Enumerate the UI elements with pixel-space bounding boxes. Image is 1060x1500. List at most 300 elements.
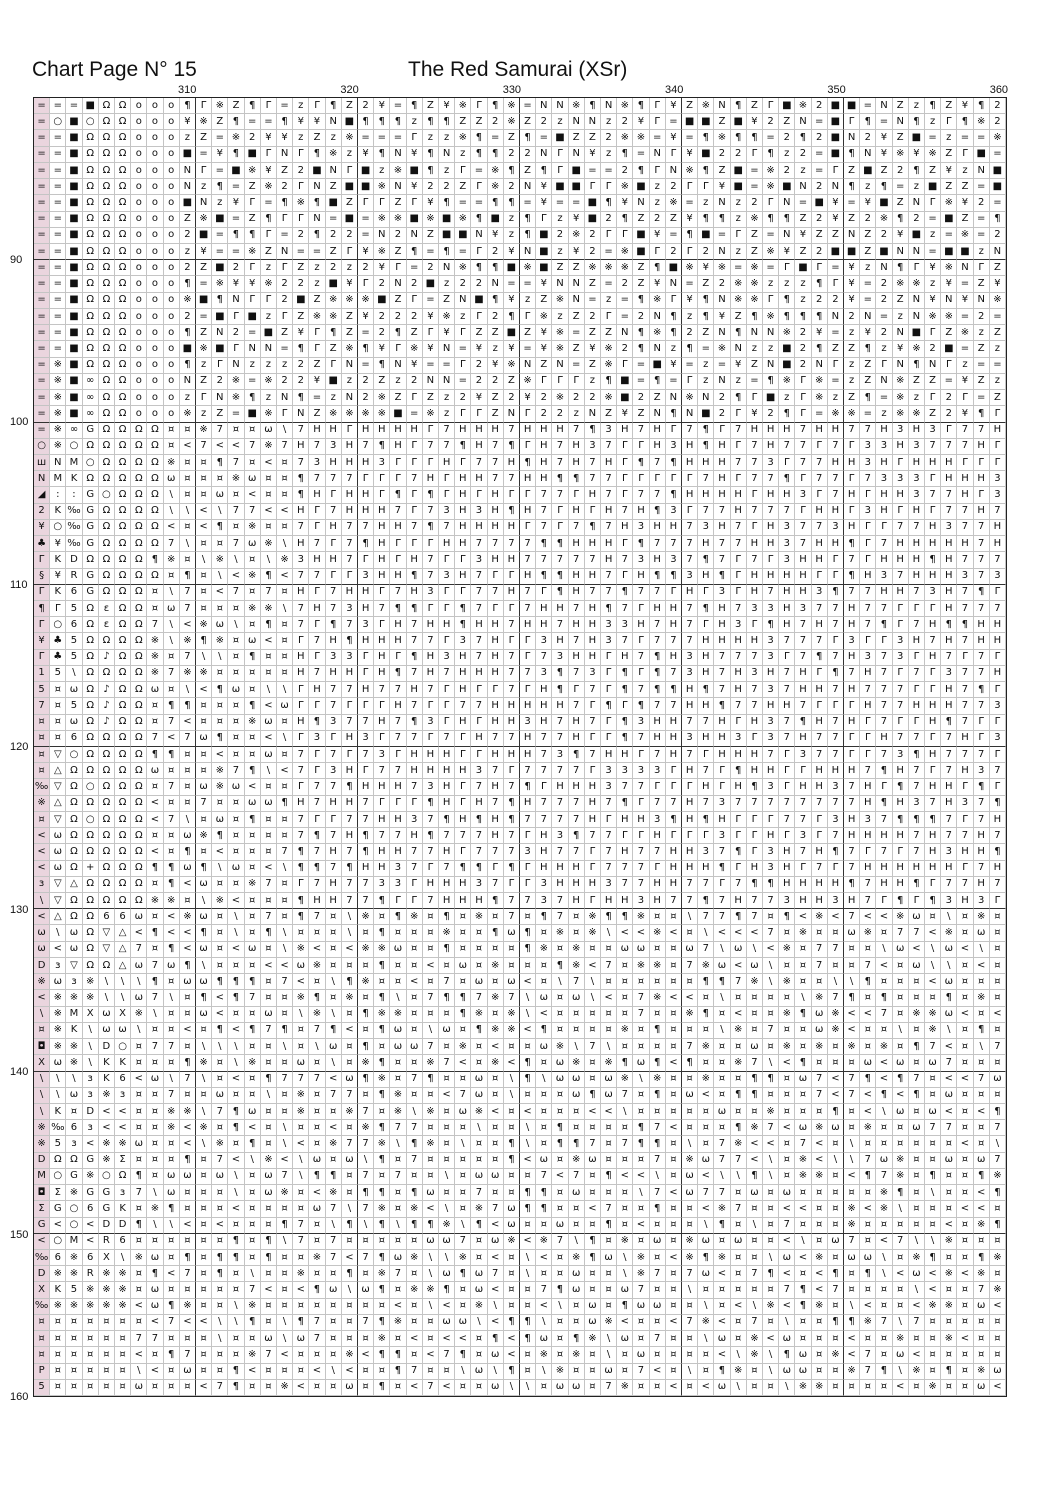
stitch-cell: z xyxy=(763,341,779,357)
stitch-cell: 7 xyxy=(682,958,698,974)
stitch-cell: ¶ xyxy=(374,358,390,374)
stitch-cell: H xyxy=(876,455,892,471)
stitch-cell: z xyxy=(990,374,1006,390)
stitch-cell: < xyxy=(520,974,536,990)
stitch-cell: ■ xyxy=(66,179,82,195)
stitch-cell: Ω xyxy=(83,877,99,893)
stitch-cell: Ω xyxy=(83,195,99,211)
stitch-cell: Ω xyxy=(83,293,99,309)
stitch-cell: 7 xyxy=(860,471,876,487)
stitch-cell: Z xyxy=(180,212,196,228)
stitch-cell: ¶ xyxy=(893,260,909,276)
stitch-cell: H xyxy=(471,617,487,633)
stitch-cell: 7 xyxy=(812,601,828,617)
stitch-cell: 2 xyxy=(358,374,374,390)
stitch-cell: < xyxy=(860,909,876,925)
stitch-cell: 7 xyxy=(682,633,698,649)
stitch-cell: ¤ xyxy=(147,828,163,844)
stitch-cell: ¤ xyxy=(925,1315,941,1331)
stitch-cell: ※ xyxy=(212,633,228,649)
stitch-cell: ※ xyxy=(585,925,601,941)
stitch-cell: ▽ xyxy=(50,747,66,763)
stitch-cell: ¤ xyxy=(585,1072,601,1088)
stitch-cell: 7 xyxy=(909,731,925,747)
stitch-cell: Γ xyxy=(407,893,423,909)
stitch-cell: Γ xyxy=(990,747,1006,763)
stitch-cell: 7 xyxy=(682,893,698,909)
stitch-cell: = xyxy=(941,228,957,244)
stitch-cell: ¶ xyxy=(909,877,925,893)
stitch-cell: ¥ xyxy=(990,276,1006,292)
stitch-cell: ω xyxy=(147,682,163,698)
stitch-cell: 3 xyxy=(714,828,730,844)
stitch-cell: ¤ xyxy=(666,1039,682,1055)
stitch-cell: ※ xyxy=(909,1250,925,1266)
stitch-cell: ¤ xyxy=(423,1088,439,1104)
stitch-cell: Γ xyxy=(358,195,374,211)
stitch-cell: Γ xyxy=(374,195,390,211)
stitch-cell: 7 xyxy=(974,1072,990,1088)
stitch-cell: H xyxy=(974,617,990,633)
stitch-cell: 7 xyxy=(585,552,601,568)
stitch-cell: ω xyxy=(261,715,277,731)
stitch-cell: ▽ xyxy=(50,877,66,893)
stitch-cell: ω xyxy=(617,1331,633,1347)
stitch-cell: ¤ xyxy=(277,893,293,909)
stitch-cell: ¶ xyxy=(293,341,309,357)
stitch-cell: < xyxy=(99,1120,115,1136)
stitch-cell: = xyxy=(390,98,406,114)
stitch-cell: 7 xyxy=(504,471,520,487)
stitch-cell: H xyxy=(374,666,390,682)
stitch-cell: H xyxy=(682,439,698,455)
stitch-cell: ¶ xyxy=(585,1088,601,1104)
stitch-cell: 7 xyxy=(650,1185,666,1201)
stitch-cell: < xyxy=(164,731,180,747)
stitch-cell: ■ xyxy=(66,244,82,260)
stitch-cell: 7 xyxy=(844,1234,860,1250)
stitch-cell: 7 xyxy=(569,698,585,714)
stitch-cell: z xyxy=(552,309,568,325)
stitch-cell: Γ xyxy=(455,358,471,374)
stitch-cell: \ xyxy=(536,1072,552,1088)
stitch-cell: ¤ xyxy=(552,1250,568,1266)
stitch-cell: \ xyxy=(552,974,568,990)
stitch-cell: ¶ xyxy=(812,276,828,292)
stitch-cell: ¤ xyxy=(601,1282,617,1298)
stitch-cell: H xyxy=(763,520,779,536)
stitch-cell: ¥ xyxy=(374,341,390,357)
stitch-cell: Γ xyxy=(990,650,1006,666)
stitch-cell: 2 xyxy=(941,390,957,406)
stitch-cell: 2 xyxy=(666,244,682,260)
stitch-cell: N xyxy=(569,114,585,130)
stitch-cell: 7 xyxy=(326,1088,342,1104)
stitch-cell: = xyxy=(407,406,423,422)
stitch-cell: = xyxy=(601,244,617,260)
stitch-cell: Ω xyxy=(83,244,99,260)
stitch-cell: ¤ xyxy=(925,1218,941,1234)
stitch-cell: ■ xyxy=(212,260,228,276)
stitch-cell: 2 xyxy=(569,390,585,406)
stitch-cell: Z xyxy=(974,374,990,390)
stitch-cell: Ω xyxy=(99,374,115,390)
stitch-cell: ¤ xyxy=(682,1299,698,1315)
stitch-cell: Γ xyxy=(520,861,536,877)
stitch-cell: 7 xyxy=(844,1072,860,1088)
stitch-cell: H xyxy=(666,520,682,536)
stitch-cell: Z xyxy=(860,228,876,244)
stitch-cell: \ xyxy=(212,504,228,520)
stitch-cell: z xyxy=(731,195,747,211)
stitch-cell: H xyxy=(585,877,601,893)
stitch-cell: < xyxy=(261,504,277,520)
stitch-cell: ¤ xyxy=(261,487,277,503)
stitch-cell: 7 xyxy=(763,747,779,763)
stitch-cell: Γ xyxy=(828,552,844,568)
stitch-cell: = xyxy=(455,374,471,390)
stitch-cell: 7 xyxy=(423,812,439,828)
stitch-cell: ※ xyxy=(407,341,423,357)
stitch-cell: ¶ xyxy=(374,1185,390,1201)
stitch-cell: ¤ xyxy=(439,1136,455,1152)
stitch-cell: Ω xyxy=(66,861,82,877)
stitch-cell: Γ xyxy=(601,309,617,325)
stitch-cell: 2 xyxy=(941,406,957,422)
stitch-cell: Γ xyxy=(520,439,536,455)
cross-stitch-chart-grid xyxy=(33,97,1007,1397)
stitch-cell: ¤ xyxy=(536,1266,552,1282)
stitch-cell: Γ xyxy=(309,763,325,779)
stitch-cell: Γ xyxy=(471,682,487,698)
stitch-cell: = xyxy=(34,130,50,146)
stitch-cell: ※ xyxy=(50,1007,66,1023)
stitch-cell: ω xyxy=(228,682,244,698)
stitch-cell: Γ xyxy=(455,779,471,795)
stitch-cell: 3 xyxy=(698,844,714,860)
stitch-cell: Γ xyxy=(682,374,698,390)
stitch-cell: Γ xyxy=(666,471,682,487)
stitch-cell: H xyxy=(617,893,633,909)
stitch-cell: ω xyxy=(34,925,50,941)
stitch-cell: ¶ xyxy=(390,601,406,617)
stitch-cell: ω xyxy=(390,1023,406,1039)
stitch-cell: H xyxy=(358,601,374,617)
stitch-cell: = xyxy=(747,179,763,195)
stitch-cell: ¤ xyxy=(860,1185,876,1201)
stitch-cell: H xyxy=(893,796,909,812)
stitch-cell: ¶ xyxy=(196,990,212,1006)
stitch-cell: 7 xyxy=(504,828,520,844)
stitch-cell: H xyxy=(358,779,374,795)
stitch-cell: Γ xyxy=(504,487,520,503)
stitch-cell: < xyxy=(633,1218,649,1234)
stitch-cell: ¶ xyxy=(455,439,471,455)
stitch-cell: ¤ xyxy=(439,1185,455,1201)
stitch-cell: 7 xyxy=(228,504,244,520)
stitch-cell: = xyxy=(245,114,261,130)
stitch-cell: ¤ xyxy=(763,1234,779,1250)
stitch-cell: 7 xyxy=(358,439,374,455)
stitch-cell: H xyxy=(342,439,358,455)
stitch-cell: H xyxy=(536,861,552,877)
stitch-cell: < xyxy=(731,1299,747,1315)
stitch-cell: ¶ xyxy=(164,1299,180,1315)
stitch-cell: Γ xyxy=(909,260,925,276)
stitch-cell: ω xyxy=(714,958,730,974)
stitch-cell: ¤ xyxy=(682,1347,698,1363)
stitch-cell: \ xyxy=(277,1120,293,1136)
stitch-cell: ¤ xyxy=(957,1299,973,1315)
stitch-cell: 7 xyxy=(974,747,990,763)
stitch-cell: ※ xyxy=(633,958,649,974)
stitch-cell: 7 xyxy=(228,536,244,552)
stitch-cell: ω xyxy=(844,1250,860,1266)
stitch-cell: < xyxy=(941,1072,957,1088)
stitch-cell: ¤ xyxy=(439,1104,455,1120)
stitch-cell: Γ xyxy=(261,147,277,163)
stitch-cell: ※ xyxy=(34,1120,50,1136)
stitch-cell: \ xyxy=(439,1201,455,1217)
stitch-cell: ■ xyxy=(66,341,82,357)
stitch-cell: H xyxy=(844,715,860,731)
stitch-cell: Γ xyxy=(666,763,682,779)
stitch-cell: ω xyxy=(876,1153,892,1169)
stitch-cell: 7 xyxy=(763,504,779,520)
stitch-cell: ¶ xyxy=(925,812,941,828)
stitch-cell: 3 xyxy=(909,796,925,812)
stitch-cell: ¶ xyxy=(407,1185,423,1201)
stitch-cell: H xyxy=(569,439,585,455)
stitch-cell: \ xyxy=(488,1364,504,1380)
stitch-cell: H xyxy=(488,617,504,633)
stitch-cell: z xyxy=(455,309,471,325)
stitch-cell: ■ xyxy=(779,358,795,374)
stitch-cell: ¤ xyxy=(83,1315,99,1331)
stitch-cell: 3 xyxy=(374,747,390,763)
stitch-cell: z xyxy=(180,130,196,146)
stitch-cell: ※ xyxy=(212,893,228,909)
stitch-cell: ※ xyxy=(390,1315,406,1331)
stitch-cell: \ xyxy=(212,1331,228,1347)
stitch-cell: ¶ xyxy=(423,1072,439,1088)
stitch-cell: ※ xyxy=(261,439,277,455)
stitch-cell: = xyxy=(50,325,66,341)
stitch-cell: Γ xyxy=(812,569,828,585)
stitch-cell: ¤ xyxy=(34,715,50,731)
stitch-cell: ¤ xyxy=(504,1250,520,1266)
stitch-cell: ¤ xyxy=(990,958,1006,974)
stitch-cell: ¤ xyxy=(650,1250,666,1266)
stitch-cell: \ xyxy=(633,1072,649,1088)
stitch-cell: 7 xyxy=(941,731,957,747)
stitch-cell: z xyxy=(293,130,309,146)
stitch-cell: ¤ xyxy=(974,1331,990,1347)
stitch-cell: ¤ xyxy=(779,1104,795,1120)
stitch-cell: ※ xyxy=(66,1039,82,1055)
stitch-cell: \ xyxy=(164,617,180,633)
stitch-cell: ¶ xyxy=(293,1315,309,1331)
stitch-cell: Γ xyxy=(439,552,455,568)
stitch-cell: N xyxy=(536,98,552,114)
stitch-cell: < xyxy=(293,974,309,990)
stitch-cell: 7 xyxy=(131,942,147,958)
stitch-cell: Γ xyxy=(471,715,487,731)
stitch-cell: ¤ xyxy=(714,1007,730,1023)
stitch-cell: Z xyxy=(504,130,520,146)
stitch-cell: z xyxy=(439,130,455,146)
stitch-cell: < xyxy=(261,455,277,471)
stitch-cell: Γ xyxy=(439,633,455,649)
stitch-cell: ¤ xyxy=(34,1023,50,1039)
stitch-cell: ※ xyxy=(342,1347,358,1363)
stitch-cell: < xyxy=(196,682,212,698)
stitch-cell: 7 xyxy=(342,520,358,536)
stitch-cell: Γ xyxy=(407,796,423,812)
stitch-cell: ■ xyxy=(569,163,585,179)
stitch-cell: Ω xyxy=(115,212,131,228)
stitch-cell: < xyxy=(860,1104,876,1120)
stitch-cell: Ω xyxy=(115,796,131,812)
stitch-cell: 7 xyxy=(633,1364,649,1380)
stitch-cell: ※ xyxy=(909,341,925,357)
stitch-cell: ¤ xyxy=(585,1169,601,1185)
stitch-cell: 7 xyxy=(957,666,973,682)
stitch-cell: < xyxy=(779,1299,795,1315)
stitch-cell: ※ xyxy=(747,1120,763,1136)
stitch-cell: ※ xyxy=(941,309,957,325)
stitch-cell: Z xyxy=(196,325,212,341)
stitch-cell: ¤ xyxy=(293,1347,309,1363)
stitch-cell: ¤ xyxy=(585,1218,601,1234)
stitch-cell: ¤ xyxy=(714,1088,730,1104)
stitch-cell: Γ xyxy=(763,98,779,114)
stitch-cell: ¤ xyxy=(147,585,163,601)
stitch-cell: ※ xyxy=(309,1250,325,1266)
stitch-cell: ※ xyxy=(374,244,390,260)
stitch-cell: ※ xyxy=(974,1364,990,1380)
stitch-cell: ¤ xyxy=(585,1282,601,1298)
stitch-cell: Ω xyxy=(115,828,131,844)
stitch-cell: ¤ xyxy=(309,1104,325,1120)
stitch-cell: ※ xyxy=(309,309,325,325)
stitch-cell: Z xyxy=(374,374,390,390)
stitch-cell: ¤ xyxy=(552,1266,568,1282)
stitch-cell: Z xyxy=(196,260,212,276)
stitch-cell: ¤ xyxy=(666,1007,682,1023)
stitch-cell: \ xyxy=(795,1234,811,1250)
stitch-cell: Ω xyxy=(83,130,99,146)
stitch-cell: ω xyxy=(455,958,471,974)
stitch-cell: \ xyxy=(617,1104,633,1120)
stitch-cell: ω xyxy=(488,1169,504,1185)
stitch-cell: ¤ xyxy=(164,1007,180,1023)
stitch-cell: ※ xyxy=(763,1104,779,1120)
stitch-cell: H xyxy=(488,828,504,844)
stitch-cell: ¤ xyxy=(277,1007,293,1023)
stitch-cell: 2 xyxy=(407,309,423,325)
stitch-cell: Γ xyxy=(731,406,747,422)
stitch-cell: 2 xyxy=(714,390,730,406)
stitch-cell: ※ xyxy=(941,1234,957,1250)
stitch-cell: ¤ xyxy=(245,1088,261,1104)
stitch-cell: ※ xyxy=(844,1218,860,1234)
stitch-cell: Γ xyxy=(520,877,536,893)
stitch-cell: 7 xyxy=(941,487,957,503)
stitch-cell: N xyxy=(714,98,730,114)
stitch-cell: \ xyxy=(164,1072,180,1088)
stitch-cell: ¤ xyxy=(245,909,261,925)
stitch-cell: ¶ xyxy=(974,682,990,698)
stitch-cell: ¥ xyxy=(212,147,228,163)
stitch-cell: H xyxy=(893,828,909,844)
stitch-cell: ※ xyxy=(552,1039,568,1055)
stitch-cell: ¶ xyxy=(925,1250,941,1266)
stitch-cell: ¤ xyxy=(196,487,212,503)
stitch-cell: ¶ xyxy=(617,666,633,682)
stitch-cell: ¶ xyxy=(293,471,309,487)
stitch-cell: H xyxy=(439,779,455,795)
stitch-cell: z xyxy=(407,114,423,130)
stitch-cell: H xyxy=(342,585,358,601)
stitch-cell: \ xyxy=(893,1201,909,1217)
stitch-cell: H xyxy=(520,617,536,633)
stitch-cell: : xyxy=(50,487,66,503)
stitch-cell: ¤ xyxy=(941,1380,957,1396)
stitch-cell: 3 xyxy=(439,504,455,520)
stitch-cell: ω xyxy=(293,1331,309,1347)
stitch-cell: ■ xyxy=(536,260,552,276)
stitch-cell: ¤ xyxy=(876,1136,892,1152)
stitch-cell: Ω xyxy=(99,341,115,357)
stitch-cell: ■ xyxy=(844,98,860,114)
stitch-cell: H xyxy=(682,812,698,828)
stitch-cell: ¶ xyxy=(504,796,520,812)
stitch-cell: ¶ xyxy=(245,698,261,714)
stitch-cell: 2 xyxy=(536,406,552,422)
stitch-cell: ■ xyxy=(633,244,649,260)
stitch-cell: 7 xyxy=(520,536,536,552)
stitch-cell: ■ xyxy=(358,163,374,179)
stitch-cell: = xyxy=(488,130,504,146)
stitch-cell: 3 xyxy=(601,877,617,893)
stitch-cell: ¤ xyxy=(471,1331,487,1347)
stitch-cell: < xyxy=(228,893,244,909)
stitch-cell: ○ xyxy=(99,1169,115,1185)
stitch-cell: o xyxy=(131,260,147,276)
stitch-cell: ¥ xyxy=(488,358,504,374)
stitch-cell: o xyxy=(164,358,180,374)
stitch-cell: ※ xyxy=(423,212,439,228)
stitch-cell: \ xyxy=(844,1153,860,1169)
stitch-cell: 7 xyxy=(601,828,617,844)
stitch-cell: 7 xyxy=(358,715,374,731)
stitch-cell: ω xyxy=(698,1153,714,1169)
stitch-cell: 2 xyxy=(488,244,504,260)
stitch-cell: = xyxy=(876,309,892,325)
stitch-cell: H xyxy=(633,812,649,828)
stitch-cell: ¤ xyxy=(66,1315,82,1331)
stitch-cell: Z xyxy=(893,195,909,211)
stitch-cell: N xyxy=(50,455,66,471)
stitch-cell: H xyxy=(488,698,504,714)
stitch-cell: Ω xyxy=(83,601,99,617)
stitch-cell: ¶ xyxy=(196,861,212,877)
stitch-cell: Ω xyxy=(131,471,147,487)
stitch-cell: ω xyxy=(196,1007,212,1023)
stitch-cell: ¤ xyxy=(601,1120,617,1136)
stitch-cell: = xyxy=(974,390,990,406)
